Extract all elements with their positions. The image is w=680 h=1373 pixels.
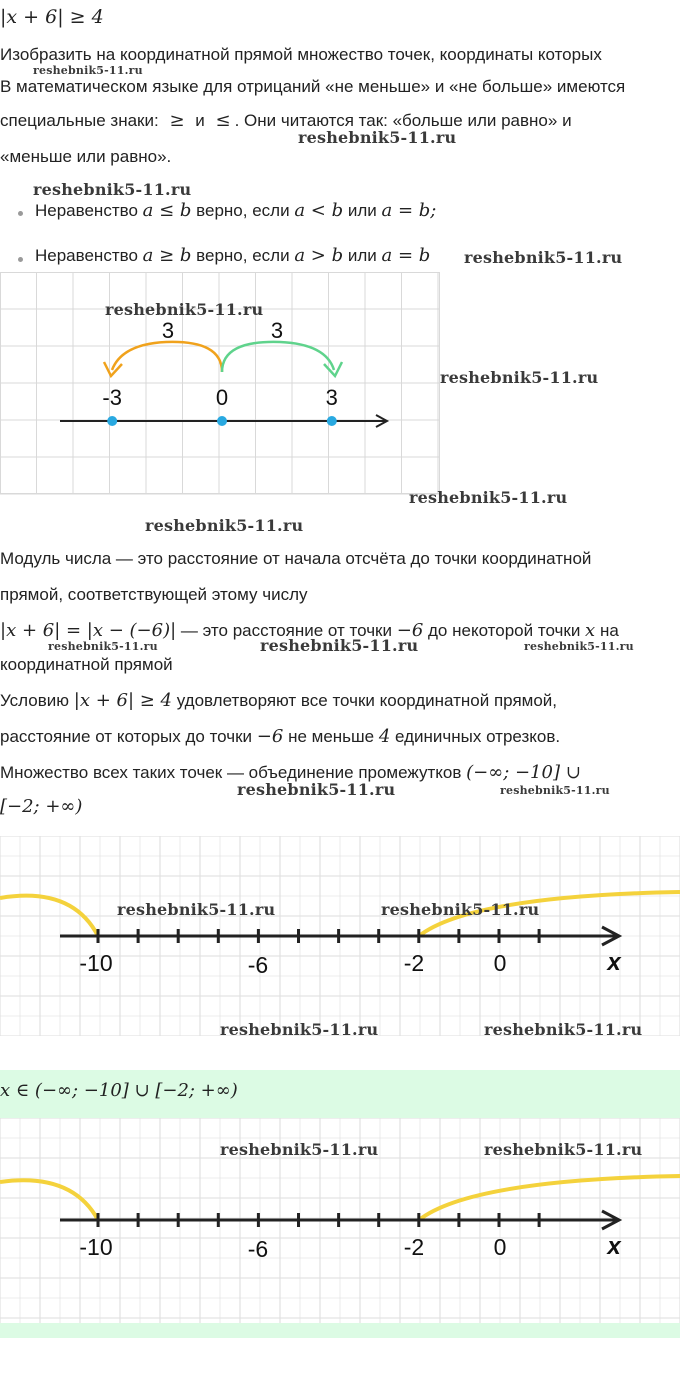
- modulus-line-2: прямой, соответствующей этому числу: [0, 585, 308, 604]
- intro-line-3: «меньше или равно».: [0, 147, 172, 166]
- bullet-dot: [18, 257, 23, 262]
- watermark: reshebnik5-11.ru: [298, 128, 457, 147]
- condition-line-1: [0, 690, 557, 712]
- point-label: -3: [102, 385, 122, 410]
- label-minus-6: -6: [247, 952, 269, 978]
- intro-conj: и: [195, 111, 205, 130]
- watermark: reshebnik5-11.ru: [105, 300, 264, 319]
- label-minus-2: -2: [403, 1234, 425, 1260]
- label-x: x: [607, 949, 621, 976]
- condition-text: единичных отрезков.: [395, 727, 561, 746]
- bullet-text: Неравенство: [35, 246, 138, 265]
- union-formula-1: (−∞; −10] ∪: [466, 762, 581, 783]
- point-marker: [217, 416, 227, 426]
- bullet-text: верно, если: [196, 246, 290, 265]
- bullet-dot: [18, 211, 23, 216]
- label-minus-10: -10: [79, 950, 113, 976]
- watermark: reshebnik5-11.ru: [117, 900, 276, 919]
- point-marker: [327, 416, 337, 426]
- bullet-formula: a < b: [294, 200, 344, 221]
- label-minus-10: -10: [79, 1234, 113, 1260]
- modulus-var: x: [585, 620, 596, 641]
- bullet-formula: a > b: [294, 245, 344, 266]
- modulus-text: на: [599, 621, 619, 640]
- bullet-text: или: [347, 246, 377, 265]
- point-label: 0: [215, 385, 229, 410]
- watermark: reshebnik5-11.ru: [145, 516, 304, 535]
- bullet-text: или: [347, 201, 377, 220]
- watermark: reshebnik5-11.ru: [524, 640, 634, 653]
- condition-line-2: [0, 726, 560, 748]
- label-minus-6: -6: [247, 1236, 269, 1262]
- label-zero: 0: [493, 950, 507, 976]
- bullet-formula: a = b: [381, 245, 431, 266]
- watermark: reshebnik5-11.ru: [220, 1020, 379, 1039]
- watermark: reshebnik5-11.ru: [484, 1140, 643, 1159]
- arc-label-left: 3: [161, 318, 175, 343]
- union-text: Множество всех таких точек — объединение промежутков: [0, 763, 462, 782]
- intro-line-2: [0, 110, 572, 132]
- intro-text-b: . Они читаются так: «больше или равно» и: [234, 111, 572, 130]
- condition-text: не меньше: [288, 727, 375, 746]
- bullet-formula: a ≥ b: [142, 245, 192, 266]
- label-minus-2: -2: [403, 950, 425, 976]
- watermark: reshebnik5-11.ru: [484, 1020, 643, 1039]
- answer-band: [0, 1070, 680, 1118]
- watermark: reshebnik5-11.ru: [381, 900, 540, 919]
- watermark: reshebnik5-11.ru: [500, 784, 610, 797]
- watermark: reshebnik5-11.ru: [440, 368, 599, 387]
- watermark: reshebnik5-11.ru: [464, 248, 623, 267]
- modulus-text: до некоторой точки: [428, 621, 581, 640]
- watermark: reshebnik5-11.ru: [33, 180, 192, 199]
- heading-formula: |x + 6| ≥ 4: [0, 6, 104, 28]
- point-label: 3: [325, 385, 338, 410]
- intro-line-1: В математическом языке для отрицаний «не меньше» и «не больше» имеются: [0, 77, 626, 96]
- bullet-formula: a = b;: [381, 200, 437, 221]
- task-text: Изобразить на координатной прямой множество точек, координаты которых: [0, 45, 602, 64]
- point-marker: [107, 416, 117, 426]
- bullet-item-2: [35, 245, 430, 267]
- watermark: reshebnik5-11.ru: [409, 488, 568, 507]
- watermark: reshebnik5-11.ru: [260, 636, 419, 655]
- label-x: x: [607, 1233, 621, 1260]
- watermark: reshebnik5-11.ru: [237, 780, 396, 799]
- bullet-text: верно, если: [196, 201, 290, 220]
- modulus-line-1: Модуль числа — это расстояние от начала отсчёта до точки координатной: [0, 549, 592, 568]
- intro-text: специальные знаки:: [0, 111, 159, 130]
- modulus-formula: |x + 6| = |x − (−6)|: [0, 620, 177, 641]
- modulus-point: −6: [396, 620, 424, 641]
- ge-sign: ≥: [169, 110, 185, 131]
- le-sign: ≤: [215, 110, 231, 131]
- condition-number: 4: [378, 726, 391, 747]
- arc-label-right: 3: [270, 318, 284, 343]
- condition-text: удовлетворяют все точки координатной прямой,: [176, 691, 558, 710]
- bullet-text: Неравенство: [35, 201, 138, 220]
- modulus-text: — это расстояние от точки: [180, 621, 392, 640]
- watermark: reshebnik5-11.ru: [33, 64, 143, 77]
- watermark: reshebnik5-11.ru: [220, 1140, 379, 1159]
- condition-text: Условию: [0, 691, 70, 710]
- label-zero: 0: [493, 1234, 507, 1260]
- watermark: reshebnik5-11.ru: [48, 640, 158, 653]
- condition-formula: |x + 6| ≥ 4: [73, 690, 172, 711]
- condition-point: −6: [256, 726, 284, 747]
- number-line-1: [0, 836, 680, 1036]
- answer-formula: x ∈ (−∞; −10] ∪ [−2; +∞): [0, 1080, 238, 1101]
- condition-text: расстояние от которых до точки: [0, 727, 253, 746]
- bullet-formula: a ≤ b: [142, 200, 192, 221]
- modulus-line-4: координатной прямой: [0, 655, 173, 674]
- bullet-item-1: [35, 200, 436, 222]
- union-formula-2: [−2; +∞): [0, 796, 83, 817]
